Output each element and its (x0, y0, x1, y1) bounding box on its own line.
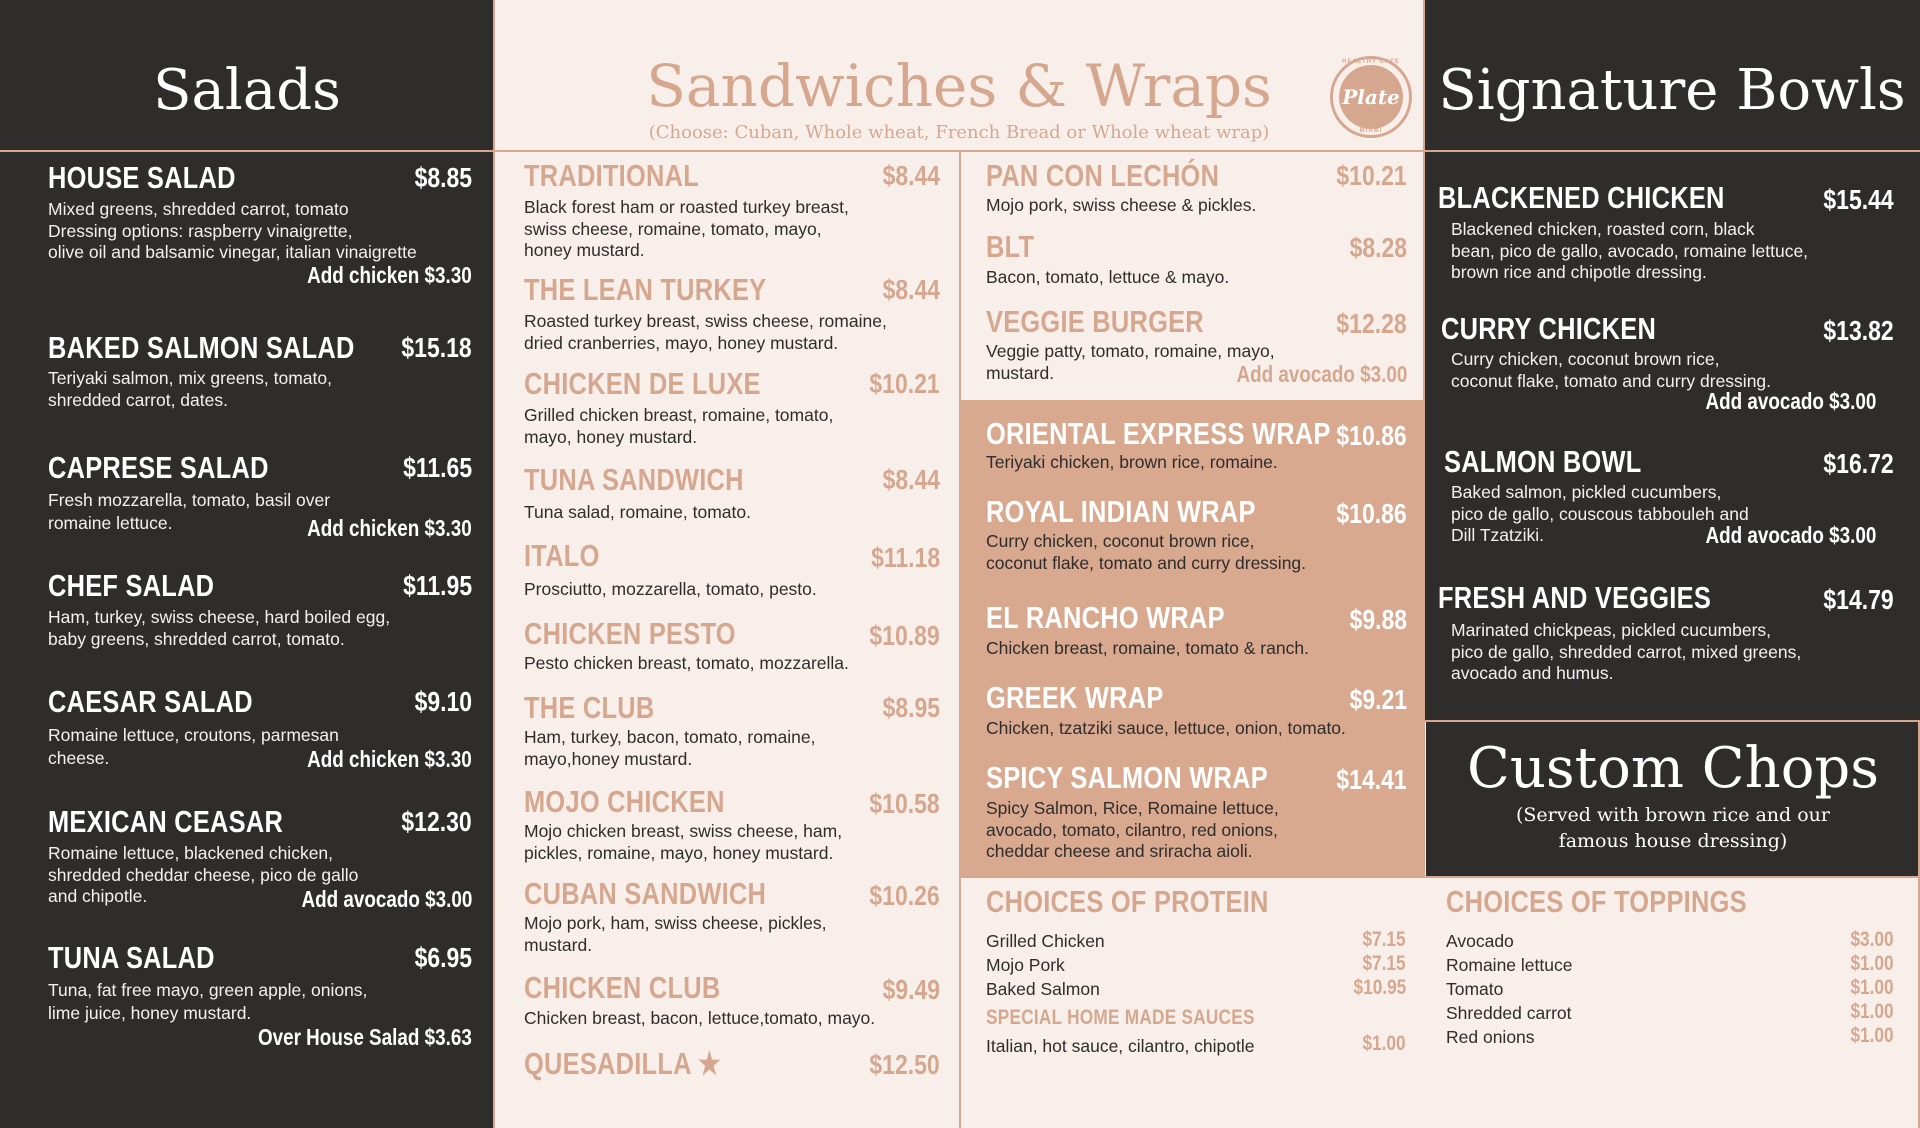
menu-item-name: EL RANCHO WRAP (986, 600, 1225, 635)
menu-item-name: PAN CON LECHÓN (986, 158, 1220, 193)
menu-item-name: GREEK WRAP (986, 680, 1164, 715)
protein-price: $10.95 (1353, 976, 1406, 999)
menu-item-desc: Curry chicken, coconut brown rice, coconut flake, tomato and curry dressing. (1451, 349, 1772, 391)
custom-divider (960, 876, 1920, 878)
menu-item-desc: Tuna salad, romaine, tomato. (524, 502, 751, 522)
toppings-title: CHOICES OF TOPPINGS (1446, 884, 1747, 919)
menu-item-name: QUESADILLA ★ (524, 1046, 722, 1081)
protein-title: CHOICES OF PROTEIN (986, 884, 1269, 919)
custom-chops-subtitle: (Served with brown rice and our famous house dressing) (1515, 804, 1831, 852)
topping-price: $1.00 (1850, 952, 1894, 975)
menu-item-name: THE CLUB (524, 690, 655, 725)
menu-item-name: CAESAR SALAD (48, 684, 253, 719)
sauces-price: $1.00 (1362, 1032, 1406, 1055)
menu-item-price: $14.79 (1823, 584, 1894, 615)
menu-item-price: $13.82 (1823, 315, 1894, 346)
protein-price: $7.15 (1362, 928, 1406, 951)
topping-price: $1.00 (1850, 976, 1894, 999)
menu-item-name: CHICKEN CLUB (524, 970, 721, 1005)
menu-item-name: ROYAL INDIAN WRAP (986, 494, 1256, 529)
menu-item-addon: Add chicken $3.30 (307, 262, 472, 288)
menu-item-desc: Marinated chickpeas, pickled cucumbers, pico de gallo, shredded carrot, mixed greens, avocado and humus. (1451, 620, 1802, 683)
menu-item-desc: Mojo pork, swiss cheese & pickles. (986, 195, 1257, 215)
menu-item-price: $9.21 (1349, 684, 1407, 715)
menu-item-name: BLT (986, 229, 1035, 264)
menu-item-price: $8.85 (414, 162, 472, 193)
menu-item-name: MEXICAN CEASAR (48, 804, 284, 839)
plate-logo (1330, 56, 1412, 138)
menu-item-price: $8.95 (882, 692, 940, 723)
bowls-bottom-divider (1424, 720, 1920, 722)
bowls-title: Signature Bowls (1438, 58, 1906, 123)
menu-item-price: $14.41 (1336, 764, 1407, 795)
topping-name: Shredded carrot (1446, 1003, 1572, 1023)
menu-item-name: CHEF SALAD (48, 568, 215, 603)
menu-item-addon: Add chicken $3.30 (307, 515, 472, 541)
custom-chops-title: Custom Chops (1467, 736, 1879, 801)
menu-item-name: BLACKENED CHICKEN (1438, 180, 1725, 215)
menu-item-desc: Pesto chicken breast, tomato, mozzarella. (524, 653, 849, 673)
menu-item-desc: Romaine lettuce, blackened chicken, shredded cheddar cheese, pico de gallo and chipotle. (48, 843, 359, 906)
menu-item-price: $15.44 (1823, 184, 1894, 215)
menu-item-price: $10.21 (1336, 160, 1407, 191)
menu-item-name: CHICKEN PESTO (524, 616, 736, 651)
sauces-list: Italian, hot sauce, cilantro, chipotle (986, 1036, 1255, 1056)
topping-name: Red onions (1446, 1027, 1535, 1047)
menu-item-name: TRADITIONAL (524, 158, 699, 193)
menu-item-desc: Chicken, tzatziki sauce, lettuce, onion, tomato. (986, 718, 1346, 738)
sandwich-column-divider (959, 150, 961, 1128)
menu-item-desc: Prosciutto, mozzarella, tomato, pesto. (524, 579, 817, 599)
menu-item-desc: Baked salmon, pickled cucumbers, pico de gallo, couscous tabbouleh and Dill Tzatziki. (1451, 482, 1749, 545)
menu-item-desc: Chicken breast, bacon, lettuce,tomato, mayo. (524, 1008, 876, 1028)
menu-item-name: TUNA SALAD (48, 940, 215, 975)
menu-item-price: $10.89 (869, 620, 940, 651)
menu-item-price: $8.44 (882, 160, 940, 191)
topping-price: $1.00 (1850, 1000, 1894, 1023)
menu-item-name: SPICY SALMON WRAP (986, 760, 1268, 795)
logo-badge (1339, 65, 1403, 129)
menu-item-price: $6.95 (414, 942, 472, 973)
menu-item-price: $11.18 (871, 542, 940, 573)
menu-item-price: $8.44 (882, 274, 940, 305)
menu-item-name: CAPRESE SALAD (48, 450, 269, 485)
menu-item-price: $11.95 (403, 570, 472, 601)
menu-item-price: $15.18 (401, 332, 472, 363)
menu-item-price: $12.28 (1336, 308, 1407, 339)
menu-item-desc: Grilled chicken breast, romaine, tomato, mayo, honey mustard. (524, 405, 834, 447)
topping-price: $1.00 (1850, 1024, 1894, 1047)
menu-item-desc: Romaine lettuce, croutons, parmesan cheese. (48, 725, 339, 768)
protein-price: $7.15 (1362, 952, 1406, 975)
menu-item-addon: Add avocado $3.00 (1705, 522, 1876, 548)
menu-item-price: $9.10 (414, 686, 472, 717)
menu-item-name: MOJO CHICKEN (524, 784, 725, 819)
protein-name: Mojo Pork (986, 955, 1065, 975)
menu-item-desc: Veggie patty, tomato, romaine, mayo, mustard. (986, 341, 1275, 383)
menu-item-desc: Ham, turkey, swiss cheese, hard boiled egg, baby greens, shredded carrot, tomato. (48, 607, 391, 649)
menu-item-addon: Add avocado $3.00 (1236, 361, 1407, 387)
salads-divider (493, 0, 495, 1128)
menu-item-name: HOUSE SALAD (48, 160, 236, 195)
menu-item-desc: Ham, turkey, bacon, tomato, romaine, mayo,honey mustard. (524, 727, 816, 769)
menu-item-name: BAKED SALMON SALAD (48, 330, 355, 365)
topping-name: Avocado (1446, 931, 1514, 951)
menu-item-price: $10.86 (1336, 498, 1407, 529)
menu-item-desc: Mojo pork, ham, swiss cheese, pickles, mustard. (524, 913, 827, 955)
menu-item-desc: Mojo chicken breast, swiss cheese, ham, pickles, romaine, mayo, honey mustard. (524, 821, 843, 863)
menu-item-price: $16.72 (1823, 448, 1894, 479)
menu-item-price: $8.28 (1349, 232, 1407, 263)
menu-item-addon: Add chicken $3.30 (307, 746, 472, 772)
menu-item-name: CURRY CHICKEN (1441, 311, 1657, 346)
menu-item-price: $12.30 (401, 806, 472, 837)
menu-item-price: $10.58 (869, 788, 940, 819)
menu-item-addon: Add avocado $3.00 (1705, 388, 1876, 414)
menu-item-name: VEGGIE BURGER (986, 304, 1204, 339)
menu-item-desc: Chicken breast, romaine, tomato & ranch. (986, 638, 1309, 658)
menu-item-addon: Over House Salad $3.63 (258, 1024, 472, 1050)
bowls-divider (1423, 0, 1425, 876)
sauces-title: SPECIAL HOME MADE SAUCES (986, 1006, 1255, 1029)
menu-item-price: $9.49 (882, 974, 940, 1005)
menu-item-price: $12.50 (869, 1049, 940, 1080)
logo-text: Plate (1342, 85, 1400, 109)
menu-item-price: $10.86 (1336, 420, 1407, 451)
menu-item-desc: Teriyaki salmon, mix greens, tomato, shredded carrot, dates. (48, 368, 332, 410)
menu-item-price: $9.88 (1349, 604, 1407, 635)
topping-name: Romaine lettuce (1446, 955, 1573, 975)
sandwiches-subtitle: (Choose: Cuban, Whole wheat, French Bread or Whole wheat wrap) (648, 122, 1270, 143)
protein-name: Grilled Chicken (986, 931, 1105, 951)
menu-item-addon: Add avocado $3.00 (301, 886, 472, 912)
menu-item-name: ITALO (524, 538, 600, 573)
menu-item-name: THE LEAN TURKEY (524, 272, 767, 307)
menu-item-name: FRESH AND VEGGIES (1438, 580, 1712, 615)
menu-item-desc: Blackened chicken, roasted corn, black bean, pico de gallo, avocado, romaine lettuce, brown rice and chipotle dressing. (1451, 219, 1809, 282)
menu-item-price: $10.21 (869, 368, 940, 399)
menu-item-price: $10.26 (869, 880, 940, 911)
salads-title: Salads (153, 58, 341, 123)
menu-item-price: $11.65 (403, 452, 472, 483)
logo-bottom-text: MIAMI (1359, 128, 1383, 134)
menu-item-desc: Black forest ham or roasted turkey breast, swiss cheese, romaine, tomato, mayo, honey mustard. (524, 197, 849, 260)
sandwiches-title: Sandwiches & Wraps (646, 52, 1272, 120)
topping-price: $3.00 (1850, 928, 1894, 951)
protein-name: Baked Salmon (986, 979, 1100, 999)
menu-item-desc: Spicy Salmon, Rice, Romaine lettuce, avocado, tomato, cilantro, red onions, cheddar cheese and sriracha aioli. (986, 798, 1279, 861)
menu-item-name: CUBAN SANDWICH (524, 876, 767, 911)
menu-item-price: $8.44 (882, 464, 940, 495)
menu-item-name: TUNA SANDWICH (524, 462, 744, 497)
menu-item-desc: Tuna, fat free mayo, green apple, onions, lime juice, honey mustard. (48, 980, 368, 1023)
menu-item-name: SALMON BOWL (1444, 444, 1642, 479)
topping-name: Tomato (1446, 979, 1504, 999)
menu-item-desc: Curry chicken, coconut brown rice, coconut flake, tomato and curry dressing. (986, 531, 1307, 573)
menu-item-desc: Teriyaki chicken, brown rice, romaine. (986, 452, 1278, 472)
menu-item-desc: Fresh mozzarella, tomato, basil over romaine lettuce. (48, 490, 331, 533)
menu-item-name: CHICKEN DE LUXE (524, 366, 761, 401)
menu-item-desc: Bacon, tomato, lettuce & mayo. (986, 267, 1230, 287)
menu-item-desc: Mixed greens, shredded carrot, tomato Dressing options: raspberry vinaigrette, olive oil and balsamic vinegar, italian vinaigrette (48, 199, 417, 262)
custom-chops-panel (1426, 722, 1920, 876)
menu-item-desc: Roasted turkey breast, swiss cheese, romaine, dried cranberries, mayo, honey mustard. (524, 311, 887, 353)
menu-item-name: ORIENTAL EXPRESS WRAP (986, 416, 1331, 451)
logo-top-text: HEALTHY CAFE (1342, 59, 1400, 65)
